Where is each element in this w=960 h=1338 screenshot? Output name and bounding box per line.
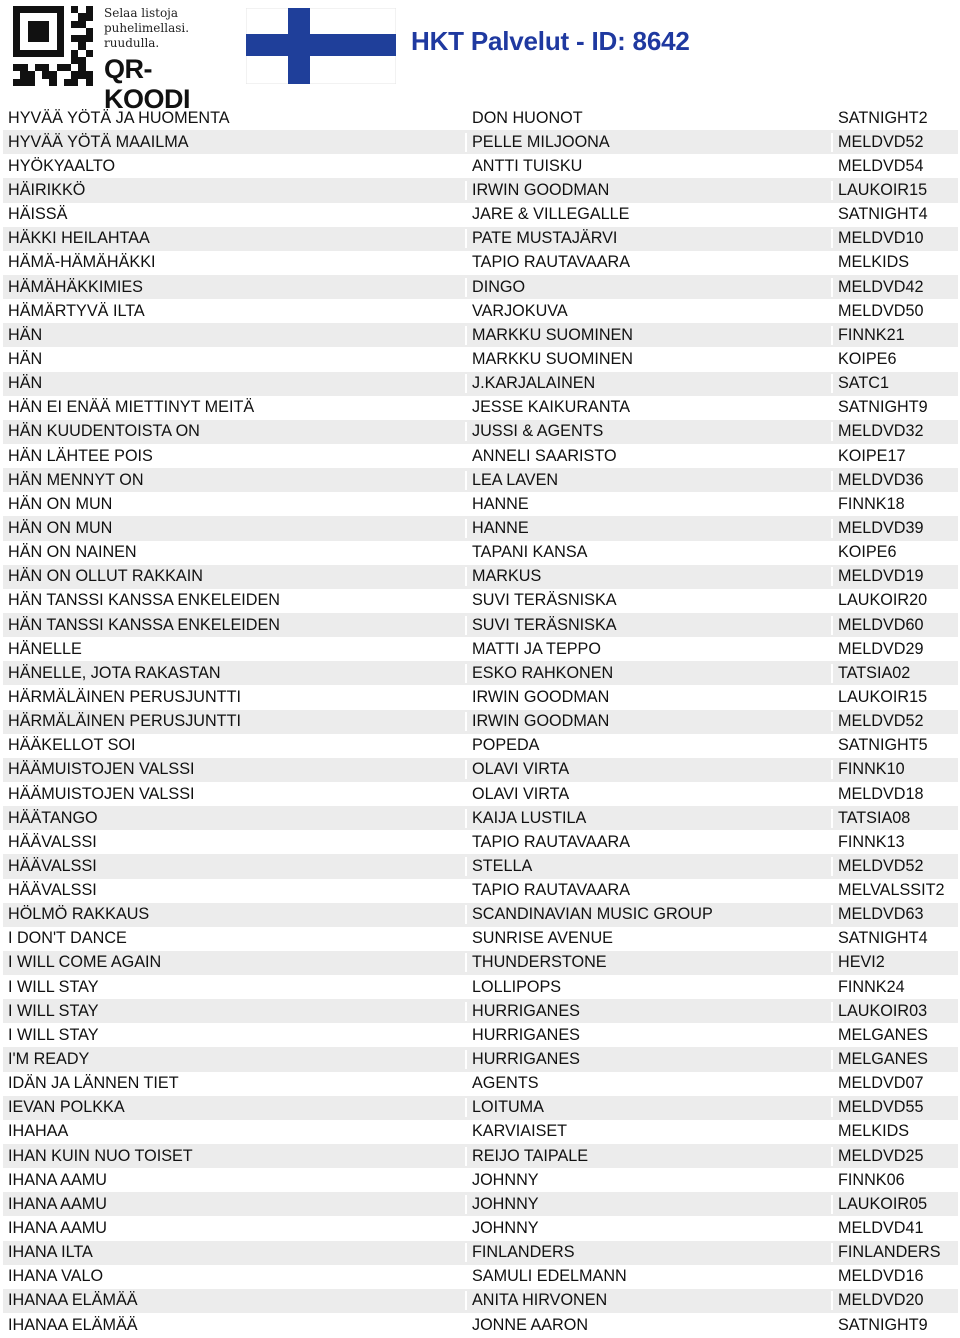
table-row xyxy=(3,444,958,468)
song-title-cell: HÄMÄHÄKKIMIES xyxy=(8,277,143,296)
artist-cell: JOHNNY xyxy=(465,1195,831,1214)
table-row xyxy=(3,347,958,371)
disc-code-cell: MELDVD63 xyxy=(831,905,958,924)
song-title-cell: I WILL STAY xyxy=(8,1025,99,1044)
artist-cell: JARE & VILLEGALLE xyxy=(465,205,831,224)
table-row xyxy=(3,1168,958,1192)
song-title-cell: IDÄN JA LÄNNEN TIET xyxy=(8,1074,179,1093)
song-title-cell: HÄÄVALSSI xyxy=(8,832,97,851)
disc-code-cell: MELVALSSIT2 xyxy=(831,881,958,900)
song-title-cell: IHANA AAMU xyxy=(8,1170,107,1189)
artist-cell: J.KARJALAINEN xyxy=(465,374,831,393)
disc-code-cell: MELDVD18 xyxy=(831,785,958,804)
artist-cell: PELLE MILJOONA xyxy=(465,133,831,152)
artist-cell: TAPIO RAUTAVAARA xyxy=(465,833,831,852)
table-row xyxy=(3,999,958,1023)
song-title-cell: HÄN ON MUN xyxy=(8,518,113,537)
table-row xyxy=(3,951,958,975)
table-row xyxy=(3,879,958,903)
song-title-cell: IHANA ILTA xyxy=(8,1243,93,1262)
song-title-cell: HÄN KUUDENTOISTA ON xyxy=(8,422,200,441)
artist-cell: HURRIGANES xyxy=(465,1026,831,1045)
artist-cell: HURRIGANES xyxy=(465,1002,831,1021)
disc-code-cell: MELDVD55 xyxy=(831,1098,958,1117)
song-title-cell: HÄN EI ENÄÄ MIETTINYT MEITÄ xyxy=(8,398,255,417)
disc-code-cell: SATNIGHT5 xyxy=(831,736,958,755)
disc-code-cell: MELDVD60 xyxy=(831,616,958,635)
table-row xyxy=(3,1144,958,1168)
disc-code-cell: TATSIA08 xyxy=(831,809,958,828)
table-row xyxy=(3,661,958,685)
artist-cell: TAPIO RAUTAVAARA xyxy=(465,881,831,900)
song-title-cell: HÄISSÄ xyxy=(8,205,68,224)
disc-code-cell: FINNK21 xyxy=(831,326,958,345)
song-title-cell: IHAN KUIN NUO TOISET xyxy=(8,1146,193,1165)
table-row xyxy=(3,372,958,396)
artist-cell: REIJO TAIPALE xyxy=(465,1147,831,1166)
table-row xyxy=(3,1241,958,1265)
song-title-cell: IHANAA ELÄMÄÄ xyxy=(8,1291,138,1310)
song-title-cell: IHANA AAMU xyxy=(8,1194,107,1213)
table-row xyxy=(3,1265,958,1289)
table-row xyxy=(3,541,958,565)
disc-code-cell: SATNIGHT9 xyxy=(831,398,958,417)
disc-code-cell: TATSIA02 xyxy=(831,664,958,683)
table-row xyxy=(3,589,958,613)
song-title-cell: HÄNELLE xyxy=(8,639,82,658)
artist-cell: DINGO xyxy=(465,278,831,297)
disc-code-cell: LAUKOIR20 xyxy=(831,591,958,610)
song-title-cell: HÄN ON NAINEN xyxy=(8,543,137,562)
disc-code-cell: MELDVD07 xyxy=(831,1074,958,1093)
song-title-cell: HYÖKYAALTO xyxy=(8,156,116,175)
artist-cell: THUNDERSTONE xyxy=(465,953,831,972)
song-title-cell: HÄÄVALSSI xyxy=(8,881,97,900)
song-title-cell: IHANAA ELÄMÄÄ xyxy=(8,1315,138,1334)
disc-code-cell: SATC1 xyxy=(831,374,958,393)
disc-code-cell: MELDVD39 xyxy=(831,519,958,538)
disc-code-cell: MELDVD16 xyxy=(831,1267,958,1286)
song-title-cell: HÄMÄ-HÄMÄHÄKKI xyxy=(8,253,156,272)
song-title-cell: I WILL STAY xyxy=(8,977,99,996)
disc-code-cell: MELGANES xyxy=(831,1026,958,1045)
table-row xyxy=(3,251,958,275)
table-row xyxy=(3,927,958,951)
artist-cell: SCANDINAVIAN MUSIC GROUP xyxy=(465,905,831,924)
table-row xyxy=(3,758,958,782)
artist-cell: ANITA HIRVONEN xyxy=(465,1291,831,1310)
song-title-cell: HÄN TANSSI KANSSA ENKELEIDEN xyxy=(8,615,280,634)
table-row xyxy=(3,1313,958,1337)
disc-code-cell: MELDVD29 xyxy=(831,640,958,659)
disc-code-cell: LAUKOIR15 xyxy=(831,181,958,200)
song-title-cell: HÄN LÄHTEE POIS xyxy=(8,446,153,465)
song-table xyxy=(3,106,958,1337)
table-row xyxy=(3,685,958,709)
disc-code-cell: SATNIGHT9 xyxy=(831,1316,958,1335)
disc-code-cell: MELDVD50 xyxy=(831,302,958,321)
document-title: HKT Palvelut - ID: 8642 xyxy=(411,26,690,56)
song-title-cell: I WILL COME AGAIN xyxy=(8,953,162,972)
artist-cell: ANNELI SAARISTO xyxy=(465,447,831,466)
artist-cell: STELLA xyxy=(465,857,831,876)
artist-cell: TAPANI KANSA xyxy=(465,543,831,562)
song-title-cell: HÄN TANSSI KANSSA ENKELEIDEN xyxy=(8,591,280,610)
artist-cell: SAMULI EDELMANN xyxy=(465,1267,831,1286)
table-row xyxy=(3,806,958,830)
artist-cell: JOHNNY xyxy=(465,1171,831,1190)
table-row xyxy=(3,420,958,444)
disc-code-cell: FINLANDERS xyxy=(831,1243,958,1262)
table-row xyxy=(3,106,958,130)
disc-code-cell: MELDVD32 xyxy=(831,422,958,441)
disc-code-cell: KOIPE6 xyxy=(831,350,958,369)
table-row xyxy=(3,565,958,589)
table-row xyxy=(3,227,958,251)
qr-caption xyxy=(104,6,224,114)
disc-code-cell: MELDVD25 xyxy=(831,1147,958,1166)
artist-cell: JOHNNY xyxy=(465,1219,831,1238)
artist-cell: ANTTI TUISKU xyxy=(465,157,831,176)
song-title-cell: HÄRMÄLÄINEN PERUSJUNTTI xyxy=(8,687,241,706)
table-row xyxy=(3,903,958,927)
table-row xyxy=(3,1047,958,1071)
artist-cell: OLAVI VIRTA xyxy=(465,760,831,779)
disc-code-cell: FINNK10 xyxy=(831,760,958,779)
song-title-cell: IHANA AAMU xyxy=(8,1219,107,1238)
finnish-flag-icon xyxy=(246,8,396,84)
song-title-cell: HÄÄVALSSI xyxy=(8,856,97,875)
song-title-cell: HÄN xyxy=(8,374,43,393)
disc-code-cell: MELDVD54 xyxy=(831,157,958,176)
artist-cell: LEA LAVEN xyxy=(465,471,831,490)
table-row xyxy=(3,734,958,758)
artist-cell: OLAVI VIRTA xyxy=(465,785,831,804)
song-title-cell: HÄIRIKKÖ xyxy=(8,180,86,199)
artist-cell: SUVI TERÄSNISKA xyxy=(465,616,831,635)
table-row xyxy=(3,1216,958,1240)
disc-code-cell: MELDVD19 xyxy=(831,567,958,586)
artist-cell: HANNE xyxy=(465,495,831,514)
disc-code-cell: MELKIDS xyxy=(831,253,958,272)
disc-code-cell: KOIPE17 xyxy=(831,447,958,466)
qr-caption-line-1: Selaa listoja xyxy=(104,6,179,20)
table-row xyxy=(3,130,958,154)
disc-code-cell: MELDVD52 xyxy=(831,857,958,876)
disc-code-cell: FINNK06 xyxy=(831,1171,958,1190)
song-title-cell: HÄN xyxy=(8,325,43,344)
song-title-cell: HÄÄTANGO xyxy=(8,808,98,827)
artist-cell: SUVI TERÄSNISKA xyxy=(465,591,831,610)
table-row xyxy=(3,1096,958,1120)
song-title-cell: IHANA VALO xyxy=(8,1267,104,1286)
song-title-cell: HÄN ON OLLUT RAKKAIN xyxy=(8,567,203,586)
qr-caption-line-2: puhelimellasi. xyxy=(104,21,190,35)
disc-code-cell: KOIPE6 xyxy=(831,543,958,562)
disc-code-cell: MELDVD42 xyxy=(831,278,958,297)
table-row xyxy=(3,468,958,492)
song-title-cell: HÄMÄRTYVÄ ILTA xyxy=(8,301,145,320)
song-title-cell: HYVÄÄ YÖTÄ MAAILMA xyxy=(8,132,189,151)
artist-cell: PATE MUSTAJÄRVI xyxy=(465,229,831,248)
table-row xyxy=(3,492,958,516)
artist-cell: MARKKU SUOMINEN xyxy=(465,350,831,369)
song-title-cell: HÖLMÖ RAKKAUS xyxy=(8,905,150,924)
artist-cell: JESSE KAIKURANTA xyxy=(465,398,831,417)
song-title-cell: IHAHAA xyxy=(8,1122,69,1141)
table-row xyxy=(3,299,958,323)
disc-code-cell: MELKIDS xyxy=(831,1122,958,1141)
disc-code-cell: SATNIGHT4 xyxy=(831,205,958,224)
disc-code-cell: SATNIGHT2 xyxy=(831,109,958,128)
artist-cell: TAPIO RAUTAVAARA xyxy=(465,253,831,272)
artist-cell: KARVIAISET xyxy=(465,1122,831,1141)
table-row xyxy=(3,1023,958,1047)
song-title-cell: HÄNELLE, JOTA RAKASTAN xyxy=(8,663,221,682)
artist-cell: FINLANDERS xyxy=(465,1243,831,1262)
disc-code-cell: FINNK18 xyxy=(831,495,958,514)
song-title-cell: I'M READY xyxy=(8,1050,90,1069)
artist-cell: VARJOKUVA xyxy=(465,302,831,321)
song-title-cell: HÄN ON MUN xyxy=(8,494,113,513)
artist-cell: ESKO RAHKONEN xyxy=(465,664,831,683)
page-header xyxy=(0,0,960,114)
song-title-cell: HÄÄMUISTOJEN VALSSI xyxy=(8,784,195,803)
artist-cell: AGENTS xyxy=(465,1074,831,1093)
table-row xyxy=(3,710,958,734)
table-row xyxy=(3,516,958,540)
table-row xyxy=(3,830,958,854)
table-row xyxy=(3,975,958,999)
table-row xyxy=(3,637,958,661)
table-row xyxy=(3,1192,958,1216)
song-title-cell: HÄN MENNYT ON xyxy=(8,470,144,489)
table-row xyxy=(3,613,958,637)
artist-cell: KAIJA LUSTILA xyxy=(465,809,831,828)
disc-code-cell: HEVI2 xyxy=(831,953,958,972)
disc-code-cell: LAUKOIR15 xyxy=(831,688,958,707)
artist-cell: IRWIN GOODMAN xyxy=(465,688,831,707)
song-title-cell: HÄÄKELLOT SOI xyxy=(8,736,136,755)
song-title-cell: I DON'T DANCE xyxy=(8,929,127,948)
artist-cell: IRWIN GOODMAN xyxy=(465,712,831,731)
disc-code-cell: MELDVD10 xyxy=(831,229,958,248)
disc-code-cell: LAUKOIR05 xyxy=(831,1195,958,1214)
artist-cell: POPEDA xyxy=(465,736,831,755)
artist-cell: DON HUONOT xyxy=(465,109,831,128)
artist-cell: LOITUMA xyxy=(465,1098,831,1117)
disc-code-cell: MELDVD52 xyxy=(831,133,958,152)
qr-title: QR-KOODI xyxy=(104,54,191,114)
table-row xyxy=(3,1072,958,1096)
disc-code-cell: MELDVD36 xyxy=(831,471,958,490)
table-row xyxy=(3,203,958,227)
disc-code-cell: MELDVD52 xyxy=(831,712,958,731)
artist-cell: MATTI JA TEPPO xyxy=(465,640,831,659)
artist-cell: MARKUS xyxy=(465,567,831,586)
song-title-cell: I WILL STAY xyxy=(8,1001,99,1020)
artist-cell: HANNE xyxy=(465,519,831,538)
qr-caption-line-3: ruudulla. xyxy=(104,36,160,50)
song-title-cell: HÄÄMUISTOJEN VALSSI xyxy=(8,760,195,779)
artist-cell: JUSSI & AGENTS xyxy=(465,422,831,441)
disc-code-cell: MELDVD20 xyxy=(831,1291,958,1310)
disc-code-cell: FINNK24 xyxy=(831,978,958,997)
table-row xyxy=(3,323,958,347)
song-title-cell: HÄN xyxy=(8,349,43,368)
table-row xyxy=(3,275,958,299)
song-title-cell: HYVÄÄ YÖTÄ JA HUOMENTA xyxy=(8,108,230,127)
artist-cell: IRWIN GOODMAN xyxy=(465,181,831,200)
disc-code-cell: FINNK13 xyxy=(831,833,958,852)
disc-code-cell: MELGANES xyxy=(831,1050,958,1069)
table-row xyxy=(3,782,958,806)
table-row xyxy=(3,178,958,202)
artist-cell: JONNE AARON xyxy=(465,1316,831,1335)
qr-code-icon[interactable] xyxy=(13,6,93,86)
song-title-cell: HÄKKI HEILAHTAA xyxy=(8,229,150,248)
artist-cell: SUNRISE AVENUE xyxy=(465,929,831,948)
song-title-cell: IEVAN POLKKA xyxy=(8,1098,125,1117)
song-title-cell: HÄRMÄLÄINEN PERUSJUNTTI xyxy=(8,712,241,731)
table-row xyxy=(3,854,958,878)
artist-cell: MARKKU SUOMINEN xyxy=(465,326,831,345)
table-row xyxy=(3,1120,958,1144)
table-row xyxy=(3,396,958,420)
table-row xyxy=(3,1289,958,1313)
artist-cell: HURRIGANES xyxy=(465,1050,831,1069)
disc-code-cell: MELDVD41 xyxy=(831,1219,958,1238)
disc-code-cell: LAUKOIR03 xyxy=(831,1002,958,1021)
artist-cell: LOLLIPOPS xyxy=(465,978,831,997)
table-row xyxy=(3,154,958,178)
disc-code-cell: SATNIGHT4 xyxy=(831,929,958,948)
